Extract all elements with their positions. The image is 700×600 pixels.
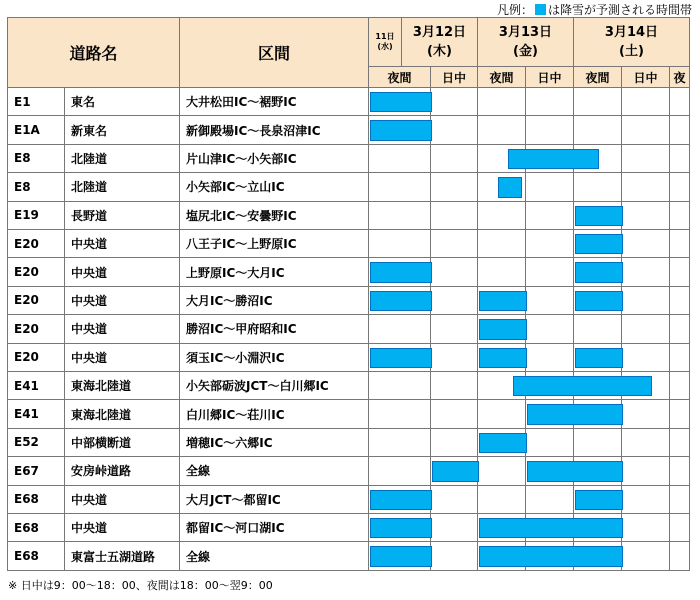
section-cell <box>180 457 369 485</box>
header-slot <box>670 67 690 88</box>
road-name-cell <box>65 400 180 428</box>
slot-cell <box>670 202 690 230</box>
slot-cell <box>622 230 670 258</box>
road-name-cell <box>65 173 180 201</box>
header-slot-label: 日中 <box>537 70 562 85</box>
road-name-cell <box>65 145 180 173</box>
table-left-border <box>7 17 8 571</box>
road-name: 中央道 <box>71 322 108 337</box>
header-date-line1: 3月13日 <box>498 25 553 40</box>
section-cell <box>180 116 369 144</box>
route-code: E20 <box>14 236 39 251</box>
snow-forecast-bar <box>575 206 623 226</box>
section-name: 勝沼IC～甲府昭和IC <box>186 322 297 337</box>
road-name: 中央道 <box>71 293 108 308</box>
header-date-line1: 11日 <box>375 32 395 41</box>
snow-forecast-bar <box>432 461 479 481</box>
route-code-cell <box>8 258 65 286</box>
slot-cell <box>431 173 478 201</box>
section-cell <box>180 315 369 343</box>
section-cell <box>180 400 369 428</box>
route-code-cell <box>8 230 65 258</box>
road-name-cell <box>65 287 180 315</box>
header-date-1 <box>402 18 478 67</box>
slot-cell <box>431 287 478 315</box>
section-name: 小矢部IC～立山IC <box>186 180 285 195</box>
section-name: 新御殿場IC～長泉沼津IC <box>186 123 321 138</box>
section-name: 小矢部砺波JCT～白川郷IC <box>186 379 329 394</box>
slot-cell <box>622 202 670 230</box>
route-code: E68 <box>14 549 39 564</box>
slot-cell <box>526 344 574 372</box>
slot-cell <box>622 287 670 315</box>
road-name: 東海北陸道 <box>71 407 132 422</box>
route-code-cell <box>8 344 65 372</box>
slot-cell <box>369 145 431 173</box>
slot-cell <box>526 486 574 514</box>
slot-cell <box>622 457 670 485</box>
road-name-cell <box>65 542 180 570</box>
slot-cell <box>670 88 690 116</box>
slot-cell <box>622 173 670 201</box>
snow-forecast-bar <box>370 490 432 510</box>
slot-cell <box>622 344 670 372</box>
section-name: 大月IC～勝沼IC <box>186 293 273 308</box>
route-code: E1 <box>14 94 31 109</box>
footnote: ※ 日中は9：00～18：00、夜間は18：00～翌9：00 <box>8 579 273 592</box>
road-name: 中央道 <box>71 521 108 536</box>
slot-cell <box>369 457 431 485</box>
route-code: E41 <box>14 407 39 422</box>
route-code-cell <box>8 116 65 144</box>
slot-cell <box>622 400 670 428</box>
slot-cell <box>431 145 478 173</box>
route-code: E68 <box>14 520 39 535</box>
slot-cell <box>670 116 690 144</box>
header-date-2 <box>478 18 574 67</box>
road-name-cell <box>65 344 180 372</box>
table-top-border <box>7 17 690 18</box>
snow-forecast-bar <box>370 546 432 566</box>
road-name: 中央道 <box>71 492 108 507</box>
header-date-3 <box>574 18 690 67</box>
slot-cell <box>526 258 574 286</box>
slot-cell <box>369 315 431 343</box>
slot-cell <box>478 400 526 428</box>
slot-cell <box>574 173 622 201</box>
header-slot-label: 日中 <box>633 70 658 85</box>
section-cell <box>180 486 369 514</box>
slot-cell <box>431 258 478 286</box>
slot-cell <box>478 202 526 230</box>
road-name-cell <box>65 429 180 457</box>
road-name-cell <box>65 258 180 286</box>
route-code: E20 <box>14 265 39 280</box>
route-code: E8 <box>14 151 31 166</box>
snow-forecast-bar <box>575 291 623 311</box>
slot-cell <box>622 116 670 144</box>
snow-forecast-bar <box>479 433 527 453</box>
section-cell <box>180 230 369 258</box>
section-cell <box>180 173 369 201</box>
section-name: 全線 <box>186 464 211 479</box>
slot-cell <box>526 88 574 116</box>
slot-cell <box>670 230 690 258</box>
slot-cell <box>478 258 526 286</box>
slot-cell <box>622 486 670 514</box>
legend-prefix: 凡例： <box>496 3 533 17</box>
section-name: 塩尻北IC～安曇野IC <box>186 208 297 223</box>
header-date-line1: 3月12日 <box>412 25 467 40</box>
route-code-cell <box>8 145 65 173</box>
header-date-line2: (金) <box>513 44 538 59</box>
road-name-cell <box>65 315 180 343</box>
slot-cell <box>574 116 622 144</box>
section-cell <box>180 258 369 286</box>
slot-cell <box>431 542 478 570</box>
header-date-0 <box>369 18 402 67</box>
route-code-cell <box>8 315 65 343</box>
slot-cell <box>670 542 690 570</box>
slot-cell <box>478 486 526 514</box>
snow-forecast-bar <box>370 518 432 538</box>
route-code-cell <box>8 173 65 201</box>
snow-forecast-bar <box>370 262 432 282</box>
route-code: E20 <box>14 293 39 308</box>
slot-cell <box>431 372 478 400</box>
section-cell <box>180 514 369 542</box>
route-code-cell <box>8 88 65 116</box>
slot-cell <box>670 344 690 372</box>
section-cell <box>180 202 369 230</box>
slot-cell <box>622 315 670 343</box>
section-name: 増穂IC～六郷IC <box>186 435 273 450</box>
section-cell <box>180 145 369 173</box>
snow-forecast-bar <box>508 149 599 169</box>
road-name-cell <box>65 486 180 514</box>
road-name: 東富士五湖道路 <box>71 549 156 564</box>
slot-cell <box>369 429 431 457</box>
section-name: 八王子IC～上野原IC <box>186 237 297 252</box>
slot-cell <box>670 315 690 343</box>
header-section-label: 区間 <box>257 44 290 63</box>
snow-forecast-bar <box>370 92 432 112</box>
header-slot-label: 夜 <box>673 70 686 85</box>
header-date-line2: (土) <box>619 44 644 59</box>
slot-cell <box>670 486 690 514</box>
header-slot <box>526 67 574 88</box>
section-name: 片山津IC～小矢部IC <box>186 151 297 166</box>
road-name: 中央道 <box>71 265 108 280</box>
snow-forecast-bar <box>575 490 623 510</box>
slot-cell <box>526 173 574 201</box>
header-road-name-label: 道路名 <box>69 44 118 63</box>
road-name: 中部横断道 <box>71 435 132 450</box>
road-name-cell <box>65 457 180 485</box>
slot-cell <box>670 400 690 428</box>
snow-forecast-bar <box>479 319 527 339</box>
route-code-cell <box>8 457 65 485</box>
slot-cell <box>431 514 478 542</box>
route-code: E68 <box>14 492 39 507</box>
route-code: E1A <box>14 123 40 138</box>
slot-cell <box>431 429 478 457</box>
slot-cell <box>670 287 690 315</box>
snow-forecast-bar <box>479 546 623 566</box>
snow-forecast-bar <box>527 404 623 424</box>
slot-cell <box>526 202 574 230</box>
slot-cell <box>574 315 622 343</box>
route-code-cell <box>8 542 65 570</box>
section-cell <box>180 88 369 116</box>
header-slot-label: 夜間 <box>585 70 610 85</box>
route-code: E52 <box>14 435 39 450</box>
header-section <box>180 18 369 88</box>
header-date-line1: 3月14日 <box>604 25 659 40</box>
snow-forecast-bar <box>479 518 623 538</box>
route-code-cell <box>8 429 65 457</box>
slot-cell <box>526 429 574 457</box>
route-code-cell <box>8 287 65 315</box>
slot-cell <box>622 258 670 286</box>
slot-cell <box>670 145 690 173</box>
road-name: 東海北陸道 <box>71 379 132 394</box>
section-name: 全線 <box>186 549 211 564</box>
slot-cell <box>478 88 526 116</box>
slot-cell <box>574 88 622 116</box>
slot-cell <box>431 315 478 343</box>
slot-cell <box>431 202 478 230</box>
snow-forecast-bar <box>370 291 432 311</box>
slot-cell <box>526 116 574 144</box>
slot-cell <box>670 258 690 286</box>
slot-cell <box>622 542 670 570</box>
road-name-cell <box>65 202 180 230</box>
section-cell <box>180 287 369 315</box>
slot-cell <box>670 514 690 542</box>
road-name: 中央道 <box>71 350 108 365</box>
slot-cell <box>574 429 622 457</box>
slot-cell <box>670 429 690 457</box>
route-code: E67 <box>14 463 39 478</box>
slot-cell <box>526 230 574 258</box>
section-name: 須玉IC～小淵沢IC <box>186 350 285 365</box>
slot-cell <box>478 457 526 485</box>
route-code-cell <box>8 514 65 542</box>
slot-cell <box>369 230 431 258</box>
slot-cell <box>670 372 690 400</box>
slot-cell <box>478 116 526 144</box>
header-slot-label: 夜間 <box>387 70 412 85</box>
road-name: 長野道 <box>71 208 108 223</box>
slot-cell <box>670 457 690 485</box>
slot-cell <box>622 88 670 116</box>
snow-forecast-bar <box>575 262 623 282</box>
header-slot <box>431 67 478 88</box>
road-name-cell <box>65 230 180 258</box>
slot-cell <box>526 315 574 343</box>
slot-cell <box>369 372 431 400</box>
route-code-cell <box>8 202 65 230</box>
route-code-cell <box>8 372 65 400</box>
header-slot-label: 日中 <box>441 70 466 85</box>
route-code: E19 <box>14 208 39 223</box>
road-name: 北陸道 <box>71 151 108 166</box>
section-cell <box>180 372 369 400</box>
header-slot <box>574 67 622 88</box>
route-code: E20 <box>14 350 39 365</box>
road-name: 北陸道 <box>71 180 108 195</box>
slot-cell <box>431 486 478 514</box>
slot-cell <box>622 145 670 173</box>
snow-forecast-bar <box>527 461 623 481</box>
route-code-cell <box>8 486 65 514</box>
header-date-line2: (水) <box>377 42 393 51</box>
road-name-cell <box>65 514 180 542</box>
header-slot <box>369 67 431 88</box>
road-name: 新東名 <box>71 123 108 138</box>
slot-cell <box>431 88 478 116</box>
slot-cell <box>670 173 690 201</box>
section-name: 大井松田IC～裾野IC <box>186 95 297 110</box>
snow-forecast-bar <box>479 291 527 311</box>
route-code: E8 <box>14 179 31 194</box>
road-name-cell <box>65 88 180 116</box>
legend <box>497 2 692 18</box>
road-name: 安房峠道路 <box>71 464 132 479</box>
header-date-line2: (木) <box>427 44 452 59</box>
slot-cell <box>622 514 670 542</box>
route-code: E20 <box>14 321 39 336</box>
snow-forecast-bar <box>498 177 522 197</box>
snow-forecast-bar <box>370 348 432 368</box>
slot-cell <box>431 400 478 428</box>
slot-cell <box>478 230 526 258</box>
snow-forecast-bar <box>479 348 527 368</box>
snow-forecast-bar <box>370 120 432 140</box>
slot-cell <box>369 400 431 428</box>
slot-cell <box>526 287 574 315</box>
slot-cell <box>369 202 431 230</box>
slot-cell <box>431 230 478 258</box>
slot-cell <box>431 116 478 144</box>
road-name-cell <box>65 372 180 400</box>
snow-forecast-bar <box>575 348 623 368</box>
section-name: 大月JCT～都留IC <box>186 492 281 507</box>
road-name-cell <box>65 116 180 144</box>
section-cell <box>180 429 369 457</box>
header-road-name <box>8 18 180 88</box>
header-slot-label: 夜間 <box>489 70 514 85</box>
section-cell <box>180 344 369 372</box>
header-slot <box>622 67 670 88</box>
section-cell <box>180 542 369 570</box>
slot-cell <box>431 344 478 372</box>
legend-swatch <box>535 4 546 15</box>
route-code: E41 <box>14 378 39 393</box>
legend-text: は降雪が予測される時間帯 <box>547 3 692 17</box>
road-name: 中央道 <box>71 237 108 252</box>
section-name: 白川郷IC～荘川IC <box>186 407 285 422</box>
route-code-cell <box>8 400 65 428</box>
road-name: 東名 <box>71 95 96 110</box>
slot-cell <box>369 173 431 201</box>
slot-cell <box>622 429 670 457</box>
section-name: 上野原IC～大月IC <box>186 265 285 280</box>
section-name: 都留IC～河口湖IC <box>186 521 285 536</box>
header-slot <box>478 67 526 88</box>
snow-forecast-bar <box>513 376 652 396</box>
snow-forecast-bar <box>575 234 623 254</box>
